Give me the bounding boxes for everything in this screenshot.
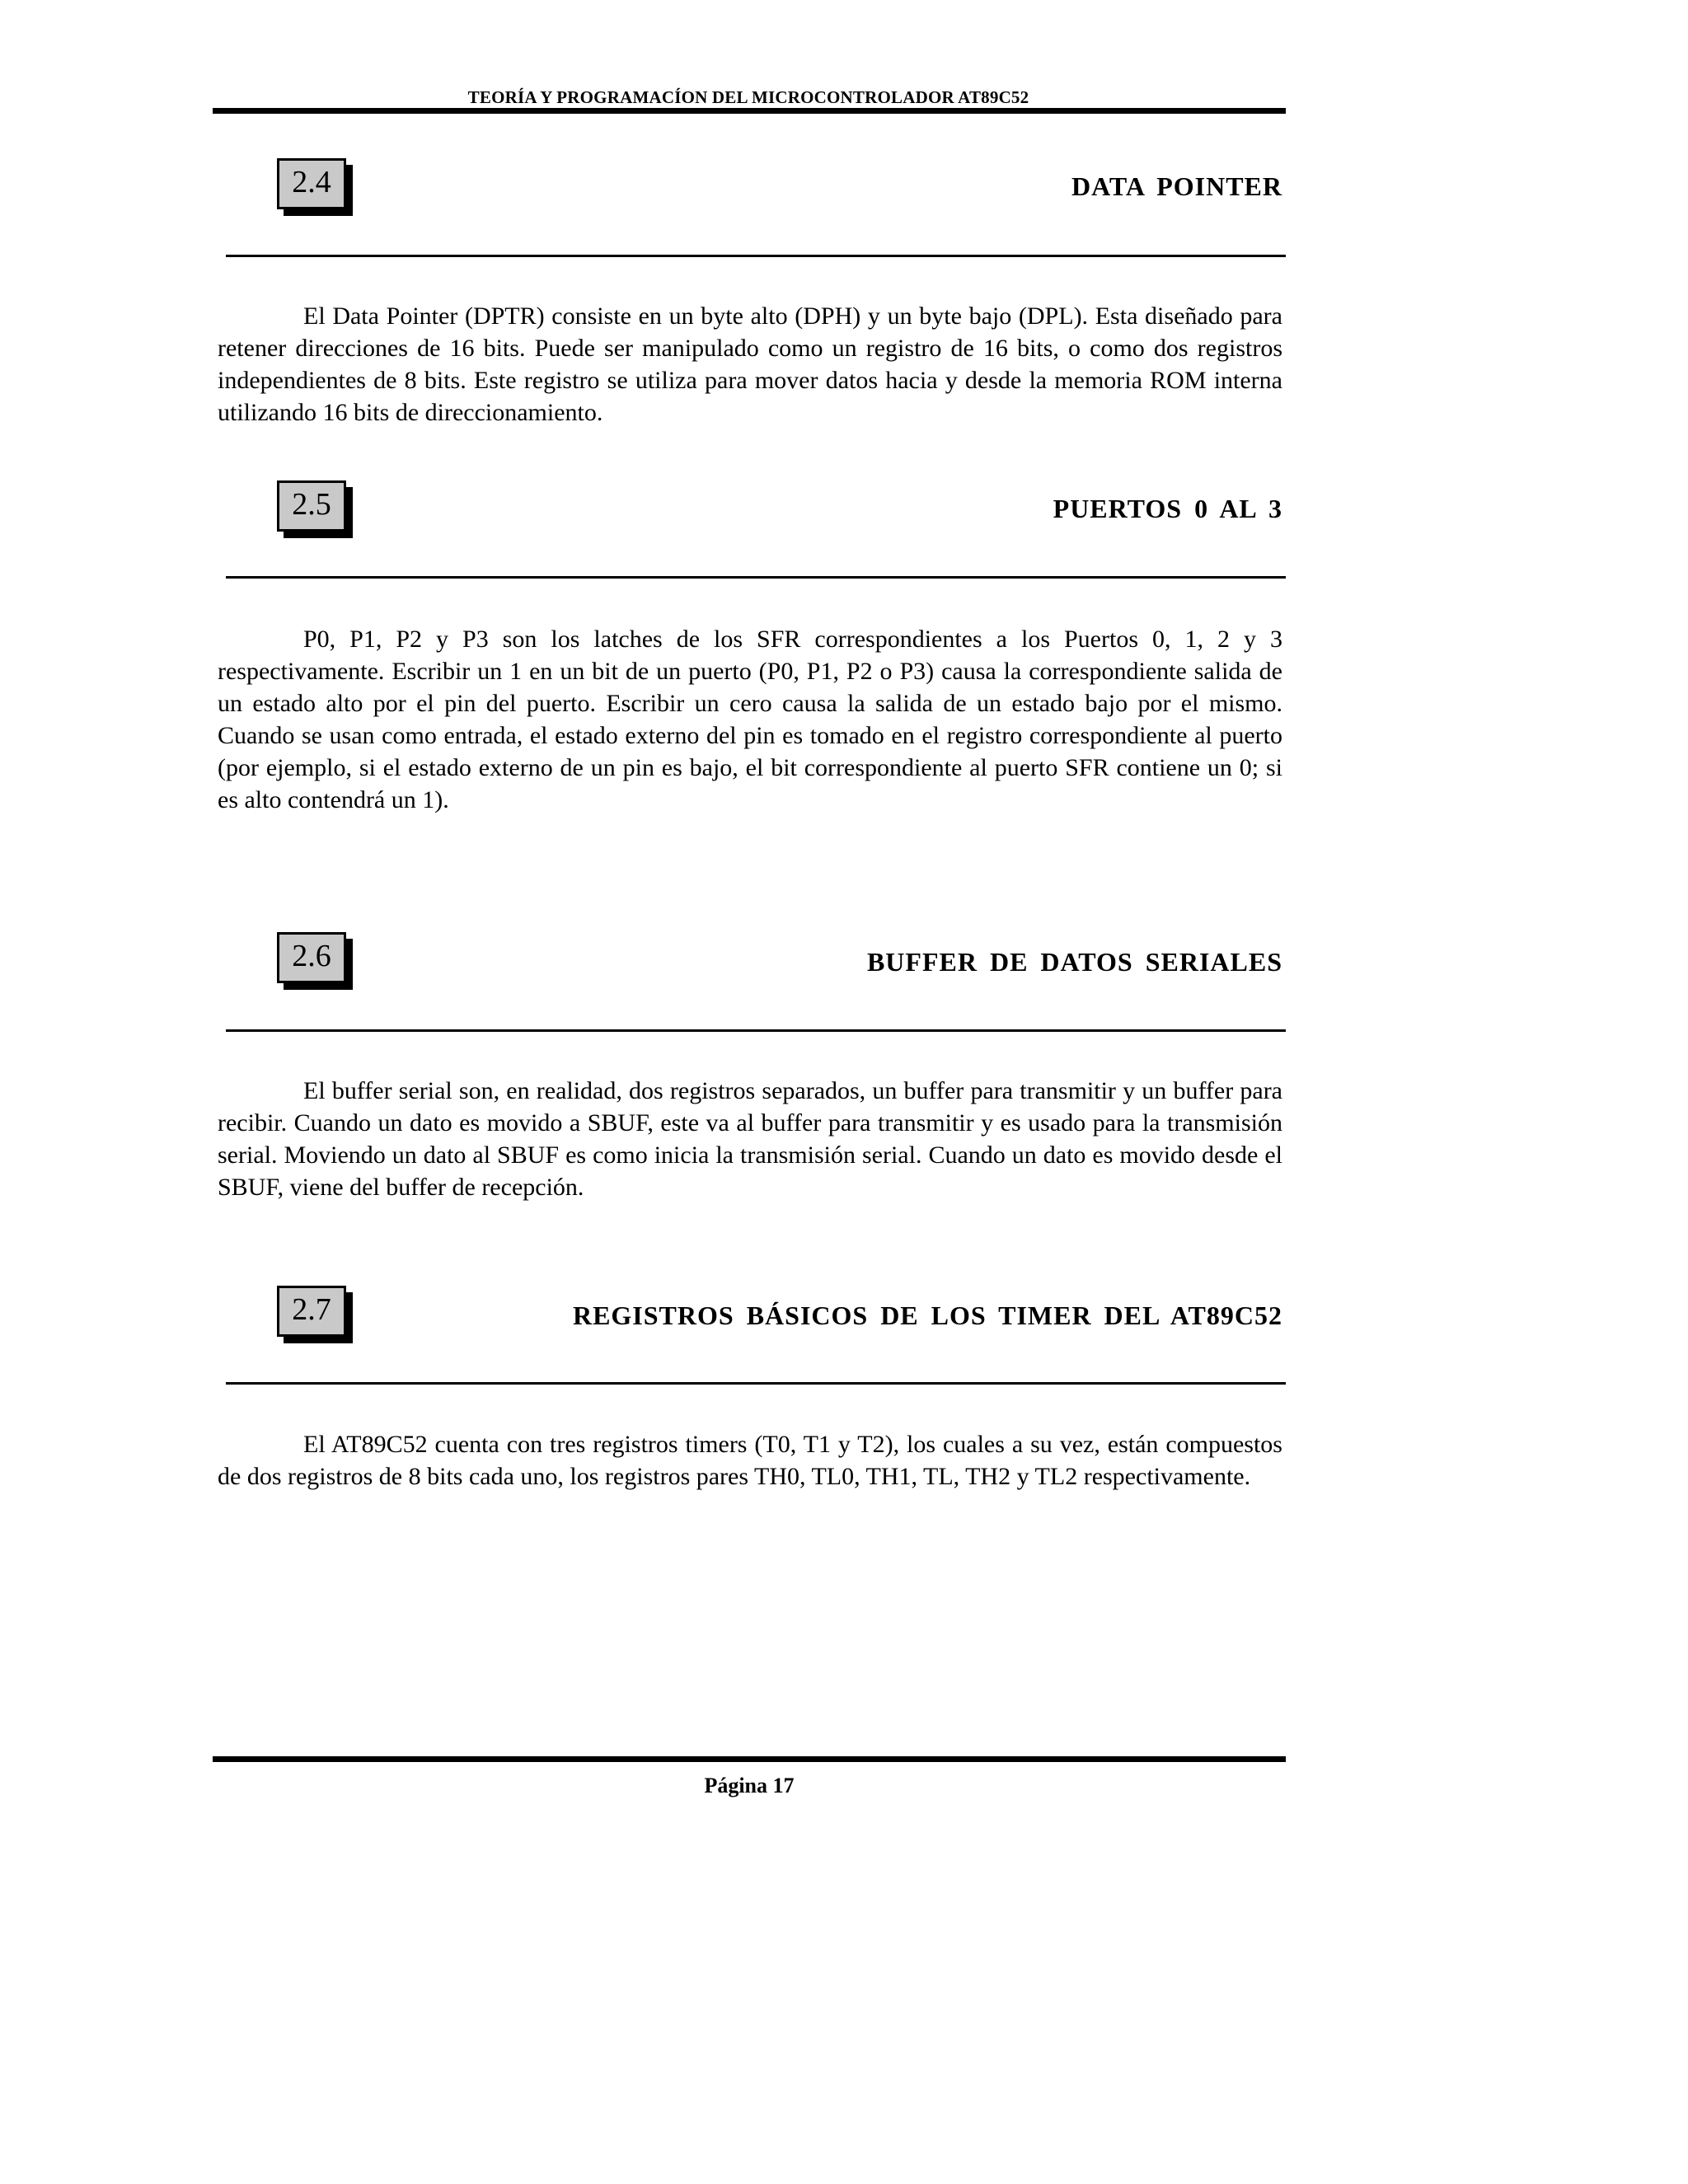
section-rule <box>226 576 1286 579</box>
section-paragraph: El AT89C52 cuenta con tres registros timers (T0, T1 y T2), los cuales a su vez, están compuestos de dos registros de 8 bits cada uno, los registros pares TH0, TL0, TH1, TL, TH2 y TL2 respectivamente. <box>218 1431 1282 1490</box>
page-number: Página 17 <box>704 1774 795 1797</box>
running-header: TEORÍA Y PROGRAMACÍON DEL MICROCONTROLADOR AT89C52 <box>467 87 1029 107</box>
section-paragraph: P0, P1, P2 y P3 son los latches de los SFR correspondientes a los Puertos 0, 1, 2 y 3 respectivamente. Escribir un 1 en un bit de un puerto (P0, P1, P2 o P3) causa la correspondiente salida de un estado alto por el pin del puerto. Escribir un cero causa la salida de un estado bajo por el mismo. Cuando se usan como entrada, el estado externo del pin es tomado en el registro correspondiente al puerto (por ejemplo, si el estado externo de un pin es bajo, el bit correspondiente al puerto SFR contiene un 0; si es alto contendrá un 1). <box>218 626 1282 813</box>
section-title: DATA POINTER <box>1071 171 1282 201</box>
section-number-box: 2.5 <box>277 480 346 532</box>
section-rule <box>226 1382 1286 1385</box>
section-title: BUFFER DE DATOS SERIALES <box>866 947 1282 977</box>
section-rule <box>226 255 1286 257</box>
section-number-box: 2.4 <box>277 158 346 209</box>
section-title: REGISTROS BÁSICOS DE LOS TIMER DEL AT89C52 <box>572 1301 1282 1330</box>
footer-rule <box>213 1756 1286 1762</box>
section-number-box: 2.7 <box>277 1286 346 1337</box>
section-paragraph: El Data Pointer (DPTR) consiste en un byte alto (DPH) y un byte bajo (DPL). Esta diseñado para retener direcciones de 16 bits. Puede ser manipulado como un registro de 16 bits, o como dos registros independientes de 8 bits. Este registro se utiliza para mover datos hacia y desde la memoria ROM interna utilizando 16 bits de direccionamiento. <box>218 302 1282 426</box>
section-paragraph: El buffer serial son, en realidad, dos registros separados, un buffer para transmitir y un buffer para recibir. Cuando un dato es movido a SBUF, este va al buffer para transmitir y es usado para la transmisión serial. Moviendo un dato al SBUF es como inicia la transmisión serial. Cuando un dato es movido desde el SBUF, viene del buffer de recepción. <box>218 1077 1282 1201</box>
section-number-box: 2.6 <box>277 932 346 983</box>
header-rule <box>213 108 1286 114</box>
section-rule <box>226 1029 1286 1032</box>
section-title: PUERTOS 0 AL 3 <box>1053 494 1282 523</box>
